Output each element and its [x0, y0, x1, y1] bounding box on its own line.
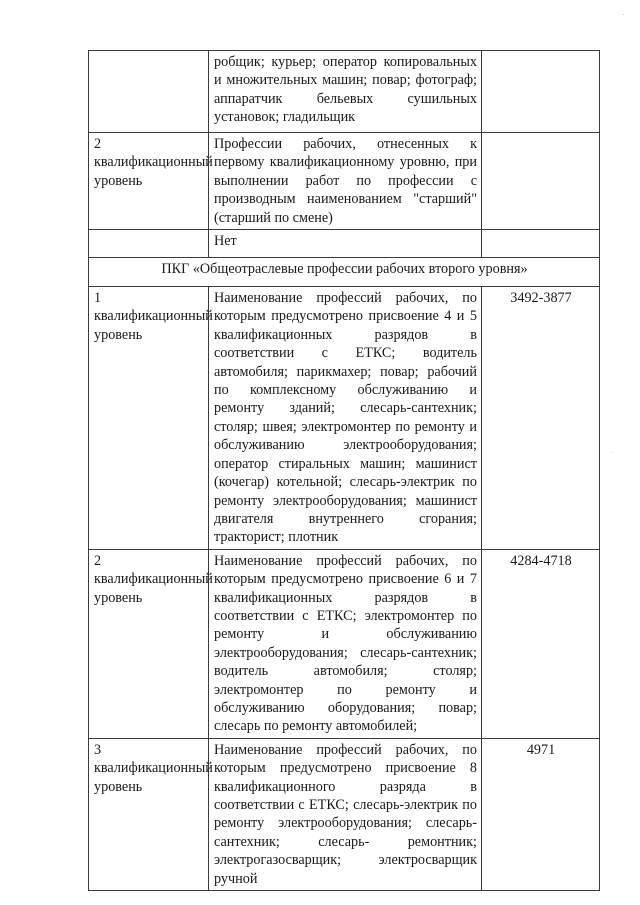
- group-header-row: [89, 258, 600, 287]
- description-cell: Профессии рабочих, отнесенных к первому квалификационному уровню, при выполнении работ по профессии с производным наименованием "старший" (старший по смене): [209, 133, 482, 230]
- qualification-cell: 2 квалификационный уровень: [89, 549, 209, 738]
- table-row: [89, 51, 600, 133]
- salary-cell: 4284-4718: [482, 549, 600, 738]
- salary-cell: [482, 230, 600, 258]
- scan-speck: [612, 452, 613, 453]
- group-title: ПКГ «Общеотраслевые профессии рабочих второго уровня»: [89, 258, 600, 287]
- salary-cell: [482, 51, 600, 133]
- description-cell: Наименование профессий рабочих, по которым предусмотрено присвоение 8 квалификационного разряда в соответствии с ЕТКС; слесарь-электрик по ремонту электрооборудования; слесарь-сантехник; слесарь- ремонтник; электрогазосварщик; электросварщик ручной: [209, 738, 482, 890]
- table-row: [89, 230, 600, 258]
- salary-cell: [482, 133, 600, 230]
- qualification-cell: 2 квалификационный уровень: [89, 133, 209, 230]
- table-row: [89, 549, 600, 738]
- scan-speck: [623, 14, 624, 15]
- table-row: [89, 287, 600, 550]
- table-row: [89, 133, 600, 230]
- salary-table: [88, 50, 600, 891]
- description-cell: Нет: [209, 230, 482, 258]
- description-cell: робщик; курьер; оператор копировальных и множительных машин; повар; фотограф; аппаратчик бельевых сушильных установок; гладильщик: [209, 51, 482, 133]
- qualification-cell: 1 квалификационный уровень: [89, 287, 209, 550]
- salary-cell: 3492-3877: [482, 287, 600, 550]
- qualification-cell: [89, 51, 209, 133]
- table-row: [89, 738, 600, 890]
- description-cell: Наименование профессий рабочих, по которым предусмотрено присвоение 6 и 7 квалификационных разрядов в соответствии с ЕТКС; электромонтер по ремонту и обслуживанию электрооборудования; слесарь-сантехник; водитель автомобиля; столяр; электромонтер по ремонту и обслуживанию оборудования; повар; слесарь по ремонту автомобилей;: [209, 549, 482, 738]
- qualification-cell: [89, 230, 209, 258]
- qualification-cell: 3 квалификационный уровень: [89, 738, 209, 890]
- description-cell: Наименование профессий рабочих, по которым предусмотрено присвоение 4 и 5 квалификационных разрядов в соответствии с ЕТКС; водитель автомобиля; парикмахер; повар; рабочий по комплексному обслуживанию и ремонту зданий; слесарь-сантехник; столяр; швея; электромонтер по ремонту и обслуживанию электрооборудования; оператор стиральных машин; машинист (кочегар) котельной; слесарь-электрик по ремонту электрооборудования; машинист двигателя внутреннего сгорания; тракторист; плотник: [209, 287, 482, 550]
- salary-cell: 4971: [482, 738, 600, 890]
